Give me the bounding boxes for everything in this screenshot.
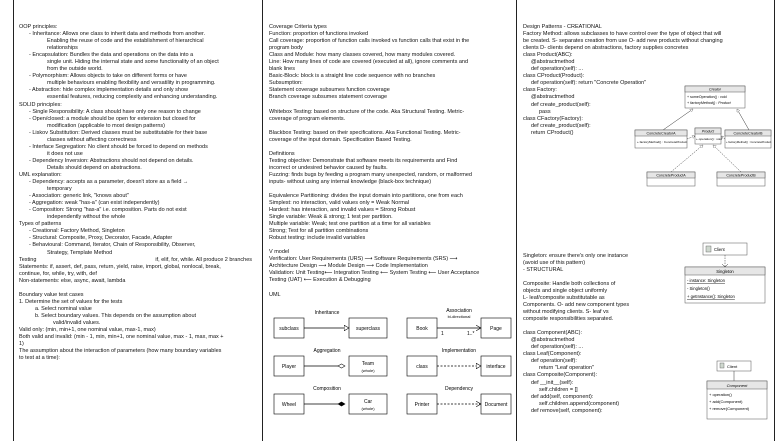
uml-interface-label: interface [486, 363, 506, 370]
uml-superclass-label: superclass [356, 325, 380, 332]
text-line: class Composite(Component): [523, 372, 597, 379]
text-line: def operation(self): return "Concrete Operation" [531, 80, 647, 87]
text-line: multiple behaviours enabling flexibility and versatility in programming. [47, 80, 216, 87]
text-line: - Open/closed: a module should be open for extension but closed for [29, 115, 196, 122]
text-line: pass [539, 108, 551, 115]
uml-singleton-ctor: - Singleton() [687, 285, 710, 291]
text-line: valid/invalid values. [53, 319, 101, 326]
text-line: Subsumption: [269, 80, 303, 87]
coverage-testing-section [269, 24, 512, 299]
text-line: composite responsibilities separated. [523, 316, 614, 323]
uml-printer-label: Printer [414, 401, 430, 408]
text-line: class CFactory(Factory): [523, 115, 583, 122]
text-line: modification (applicable to most design patterns) [47, 122, 166, 129]
text-line: incorrect or undesired behavior caused by faults. [269, 164, 388, 171]
uml-cc-b-label: ConcreteCreatorB [733, 131, 763, 136]
text-line [269, 123, 512, 130]
text-line: - Composition: Strong "has-a" i.e. composition. Parts do not exist [29, 207, 187, 214]
text-line: - Structural: Composite, Proxy, Decorator, Facade, Adapter [29, 235, 173, 242]
text-line: - Dependency: accepts as a parameter, doesn't store as a field → [29, 179, 189, 186]
text-line: Basic-Block: block is a straight line code sequence with no branches [269, 73, 436, 80]
uml-team-label: Team [361, 360, 375, 367]
text-line: - Liskov Substitution: Derived classes must be substitutable for their base [29, 129, 208, 136]
text-line: a. Select nominal value [35, 305, 92, 312]
text-line: class Component(ABC): [523, 330, 582, 337]
text-line: Factory Method: allows subclasses to have control over the type of object that will [523, 31, 722, 38]
text-line: essential features, reducing complexity and enhancing understanding. [47, 94, 218, 101]
uml-implementation-label: Implementation [441, 347, 477, 354]
text-line: - Abstraction: hide complex implementation details and only show [29, 87, 188, 94]
text-line: - Dependency Inversion: Abstractions should not depend on details. [29, 157, 194, 164]
text-line: Function: proportion of functions invoked [269, 31, 369, 38]
uml-component-op: + operation() [709, 391, 732, 397]
text-line: Coverage Criteria types [269, 24, 327, 30]
text-line: V model [269, 249, 290, 256]
text-line [19, 285, 258, 292]
text-line [269, 242, 512, 249]
statements-boundary-section [19, 264, 258, 363]
text-line: Statement coverage subsumes function coverage [269, 87, 390, 94]
uml-mult-one: 1 [441, 330, 444, 337]
text-line: def operation(self): [531, 358, 577, 365]
text-line: return CProduct() [531, 129, 574, 136]
text-line: Both valid and invalid: (min - 1, min, min+1, one nominal value, max - 1, max, max + [19, 334, 224, 341]
composite-block [523, 281, 770, 415]
uml-inheritance-label: Inheritance [314, 309, 340, 316]
text-line: class Product(ABC): [523, 52, 573, 59]
uml-product-label: Product [701, 129, 715, 134]
uml-cp-a-label: ConcreteProductA [656, 173, 686, 178]
uml-association-label: Association [446, 307, 472, 314]
text-line: Single variable: Weak & strong; 1 test per partition. [269, 214, 393, 221]
text-line: - Encapsulation: Bundles the data and operations on the data into a [29, 52, 194, 59]
text-line: Details should depend on abstractions. [47, 164, 142, 171]
text-line: - Interface Segregation: No client should be forced to depend on methods [29, 143, 208, 150]
text-line: - Polymorphism: Allows objects to take on different forms or have [29, 73, 187, 80]
uml-creator-method2: + factoryMethod() : Product [687, 101, 731, 105]
column-right [518, 0, 775, 441]
text-line: coverage of the input domain. Specification Based Testing. [269, 136, 412, 143]
text-line: clients D- clients depend on abstractions, factory supplies concretes [523, 45, 689, 52]
text-line: Line: How many lines of code are covered (executed at all), ignore comments and [269, 59, 469, 66]
factory-method-block [523, 24, 772, 178]
text-line: (avoid use of this pattern) [523, 259, 586, 266]
text-line: temporary [47, 186, 72, 193]
text-line: Types of patterns [19, 221, 62, 228]
text-line: self.children.append(component) [539, 400, 620, 407]
text-line: - Association: generic link, "knows about" [29, 193, 129, 200]
uml-car-label: Car [363, 398, 373, 405]
testing-line [19, 257, 258, 264]
uml-composition-label: Composition [313, 385, 341, 392]
text-line: def create_product(self): [531, 122, 591, 129]
text-line: - Single Responsibility: A class should have only one reason to change [29, 108, 201, 115]
text-line: SOLID principles: [19, 101, 62, 108]
uml-product-method: + operation() : void [696, 137, 722, 141]
uml-composite-client: Client [727, 363, 738, 369]
text-line: 1. Determine the set of values for the tests [19, 298, 123, 305]
text-line [269, 285, 512, 292]
uml-singleton-getinstance: + getInstance(): Singleton [687, 293, 735, 299]
text-line: UML explanation: [19, 171, 62, 178]
text-line: return "Leaf operation" [539, 365, 594, 372]
text-line: Boundary value test cases [19, 291, 84, 298]
text-line: Enabling the reuse of code and the establishment of hierarchical [47, 38, 204, 45]
uml-composition [274, 386, 387, 414]
testing-heading: Testing [19, 256, 37, 263]
text-line: @abstractmethod [531, 337, 575, 344]
uml-singleton-instance: - instance: Singleton [687, 277, 725, 283]
composite-uml [703, 359, 773, 429]
text-line: single unit. Hiding the internal state and some functionality of an object [47, 59, 219, 66]
text-line: independently without the whole [47, 214, 126, 221]
text-line: classes without affecting correctness [47, 136, 137, 143]
text-line: - Creational: Factory Method, Singleton [29, 228, 125, 235]
uml-page-label: Page [490, 325, 502, 332]
column-left [13, 0, 263, 441]
text-line: Equivalence Partitioning: divides the input domain into partitions, one from each [269, 192, 463, 199]
text-line: Design Patterns - CREATIONAL [523, 24, 602, 30]
uml-dependency [407, 386, 511, 414]
text-line: Testing (UAT) ⟵ Execution & Debugging [269, 277, 371, 284]
text-line: class CProduct(Product): [523, 73, 585, 80]
text-line: - Aggregation: weak "has-a" (can exist independently) [29, 200, 160, 207]
text-line: Branch coverage subsumes statement coverage [269, 94, 388, 101]
text-line: it does not use [47, 150, 83, 157]
text-line: def remove(self, component): [531, 407, 603, 414]
column-middle [264, 0, 517, 441]
text-line: - STRUCTURAL [523, 266, 564, 273]
text-line: def add(self, component): [531, 393, 594, 400]
text-line: Valid only: (min, min+1, one nominal value, max-1, max) [19, 326, 156, 333]
text-line: Non-statements: else, async, await, lambda [19, 277, 126, 284]
text-line: self.children = [] [539, 386, 578, 393]
text-line: program body [269, 45, 303, 52]
text-line: def __init__(self): [531, 379, 574, 386]
text-line: inputs- without using any internal knowledge (black-box technique) [269, 178, 432, 185]
text-line: def operation(self): ... [531, 344, 583, 351]
text-line: Class and Module: how many classes covered, how many modules covered. [269, 52, 456, 59]
text-line [269, 144, 512, 151]
text-line [523, 323, 770, 330]
text-line: Testing objective: Demonstrate that software meets its requirements and Find [269, 157, 458, 164]
text-line: to test at a time): [19, 355, 60, 362]
text-line: objects and single object uniformly [523, 287, 608, 294]
text-line: def create_product(self): [531, 101, 591, 108]
text-line: from the outside world. [47, 66, 103, 73]
text-line: be created. S- separates creation from use O- add new products without changing [523, 38, 723, 45]
text-line: Robust testing: include invalid variables [269, 235, 366, 242]
text-line: Architecture Design ⟶ Module Design ⟶ Code Implementation [269, 263, 428, 270]
text-line: Strong; Test for all partition combinations [269, 228, 369, 235]
uml-team-whole: (whole) [361, 367, 375, 373]
text-line: Hardest: has interaction, and invalid values = Strong Robust [269, 207, 416, 214]
uml-wheel-label: Wheel [281, 401, 297, 408]
text-line: @abstractmethod [531, 94, 575, 101]
uml-creator-label: Creator [709, 87, 721, 92]
text-line: Strategy, Template Method [47, 249, 113, 256]
uml-singleton-client: Client [714, 246, 725, 252]
text-line: coverage of program elements. [269, 115, 346, 122]
uml-cc-b-method: + factoryMethod() : ConcreteProduct [726, 140, 772, 144]
uml-player-label: Player [281, 363, 297, 370]
text-line: OOP principles: [19, 24, 58, 30]
uml-car-whole: (whole) [361, 405, 375, 411]
uml-aggregation-label: Aggregation [313, 347, 341, 354]
text-line: without modifying clients. S- leaf vs [523, 309, 609, 316]
oop-solid-uml-section [19, 24, 258, 257]
uml-class-label: class [416, 363, 428, 370]
uml-cc-a-label: ConcreteCreatorA [646, 131, 676, 136]
uml-component-label: Component [726, 382, 748, 388]
uml-mult-many: 1..* [467, 330, 475, 337]
text-line: The assumption about the interaction of parameters (how many boundary variables [19, 348, 222, 355]
uml-component-remove: + remove(Component) [709, 405, 750, 411]
text-line: Whitebox Testing: based on structure of the code. Aka Structural Testing. Metric- [269, 108, 465, 115]
uml-component-add: + add(Component) [709, 398, 743, 404]
factory-method-uml [633, 84, 773, 192]
text-line: Components. O- add new component types [523, 302, 630, 309]
text-line [269, 186, 512, 193]
text-line: def operation(self): ... [531, 66, 583, 73]
uml-association [407, 308, 511, 338]
text-line: Verification: User Requirements (URS) ⟶ Software Requirements (SRS) ⟶ [269, 256, 458, 263]
uml-implementation [407, 348, 511, 376]
text-line: b. Select boundary values. This depends on the assumption about [35, 312, 197, 319]
text-line: class Factory: [523, 87, 557, 94]
uml-subclass-label: subclass [279, 325, 299, 332]
uml-inheritance [274, 310, 387, 338]
uml-relationships-diagram [269, 301, 513, 421]
text-line: - Inheritance: Allows one class to inherit data and methods from another. [29, 31, 206, 38]
text-line: Multiple variable: Weak; test one partition at a time for all variables [269, 221, 431, 228]
text-line: relationships [47, 45, 78, 52]
uml-book-label: Book [416, 325, 428, 332]
text-line: Definitions [269, 150, 295, 157]
text-line: L- leaf/composite substitutable as [523, 294, 605, 301]
uml-cc-a-method: + factoryMethod() : ConcreteProduct [637, 140, 688, 144]
text-line: Validation: Unit Testing⟵ Integration Testing ⟵ System Testing ⟵ User Acceptance [269, 270, 480, 277]
testing-branches-note: if, elif, for, while. All produce 2 branches [155, 256, 252, 263]
uml-association-sub: bi-directional [447, 313, 471, 319]
text-line: Statements: if, assert, def, pass, return, yield, raise, import, global, nonlocal, break, [19, 263, 221, 270]
uml-creator-method1: + someOperation() : void [687, 95, 727, 99]
uml-singleton-label: Singleton [716, 268, 734, 274]
text-line: @abstractmethod [531, 59, 575, 66]
uml-cp-b-label: ConcreteProductB [726, 173, 756, 178]
text-line: - Behavioural: Command, Iterator, Chain of Responsibility, Observer, [29, 242, 196, 249]
text-line: class Leaf(Component): [523, 351, 582, 358]
text-line: UML [269, 291, 281, 298]
text-line: Composite: Handle both collections of [523, 280, 616, 287]
text-line: continue, for, while, try, with, def [19, 270, 97, 277]
uml-aggregation [274, 348, 387, 376]
text-line: 1) [19, 341, 24, 348]
text-line: Call coverage: proportion of function calls invoked vs function calls that exist in the [269, 38, 470, 45]
text-line [269, 102, 512, 109]
text-line: blank lines [269, 66, 295, 73]
text-line: Fuzzing: finds bugs by feeding a program many unexpected, random, or malformed [269, 171, 472, 178]
text-line: Simplest: no interaction, valid values only = Weak Normal [269, 199, 410, 206]
text-line: Singleton: ensure there's only one instance [523, 252, 629, 259]
uml-dependency-label: Dependency [444, 385, 474, 392]
text-line: Blackbox Testing: based on their specifications. Aka Functional Testing. Metric- [269, 129, 461, 136]
uml-document-label: Document [484, 401, 508, 408]
